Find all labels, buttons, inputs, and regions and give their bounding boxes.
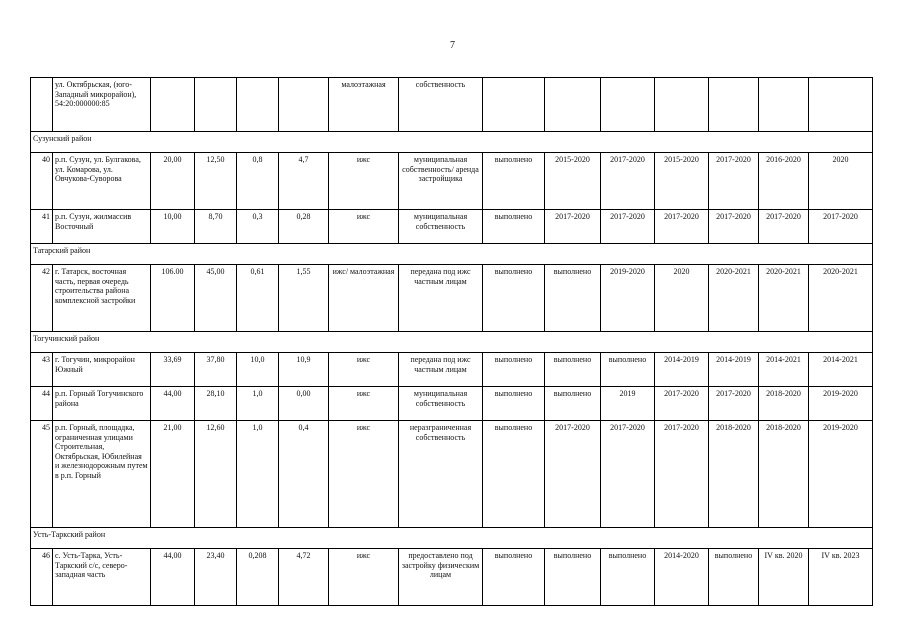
cell-stage-6: 2016-2020 <box>759 153 809 210</box>
cell-area-total: 106.00 <box>151 265 195 332</box>
cell-value-4: 0,4 <box>279 421 329 528</box>
cell-stage-7: 2019-2020 <box>809 421 873 528</box>
cell-ownership: неразграниченная собственность <box>399 421 483 528</box>
cell-stage-2: выполнено <box>545 265 601 332</box>
cell-area-total: 44,00 <box>151 549 195 606</box>
cell-stage-4: 2014-2020 <box>655 549 709 606</box>
cell-stage-5: 2017-2020 <box>709 153 759 210</box>
cell-type: ижс <box>329 210 399 244</box>
cell-stage-1: выполнено <box>483 353 545 387</box>
cell-value-4: 0,00 <box>279 387 329 421</box>
cell-stage-1: выполнено <box>483 153 545 210</box>
table-row <box>31 421 873 528</box>
cell-type: ижс <box>329 421 399 528</box>
cell-stage-2: выполнено <box>545 387 601 421</box>
table-row <box>31 210 873 244</box>
cell-ownership: передана под ижс частным лицам <box>399 353 483 387</box>
table-row <box>31 353 873 387</box>
table-row <box>31 153 873 210</box>
cell-name: г. Татарск, восточная часть, первая очередь строительства района комплексной застройки <box>53 265 151 332</box>
cell-no: 42 <box>31 265 53 332</box>
cell-type: ижс <box>329 353 399 387</box>
cell-stage-3: выполнено <box>601 549 655 606</box>
cell-no: 43 <box>31 353 53 387</box>
cell-stage-1: выполнено <box>483 387 545 421</box>
cell-stage-4: 2017-2020 <box>655 210 709 244</box>
cell-no: 44 <box>31 387 53 421</box>
cell-stage-3: 2019-2020 <box>601 265 655 332</box>
cell-value-3: 0,208 <box>237 549 279 606</box>
cell-value-3: 0,8 <box>237 153 279 210</box>
cell-area-total: 21,00 <box>151 421 195 528</box>
cell-stage-7: 2020 <box>809 153 873 210</box>
table-row <box>31 78 873 132</box>
cell-stage-4: 2017-2020 <box>655 387 709 421</box>
cell-no: 40 <box>31 153 53 210</box>
land-plots-table <box>30 77 873 606</box>
cell-stage-3: 2017-2020 <box>601 153 655 210</box>
cell-stage-7: 2020-2021 <box>809 265 873 332</box>
cell-stage-1: выполнено <box>483 210 545 244</box>
cell-no <box>31 78 53 132</box>
cell-area-2: 23,40 <box>195 549 237 606</box>
cell-value-3: 0,3 <box>237 210 279 244</box>
cell-area-total: 10,00 <box>151 210 195 244</box>
cell-ownership: предоставлено под застройку физическим лицам <box>399 549 483 606</box>
cell-stage-5: 2014-2019 <box>709 353 759 387</box>
cell-stage-5: 2017-2020 <box>709 210 759 244</box>
cell-area-2: 8,70 <box>195 210 237 244</box>
section-title: Сузунский район <box>31 132 873 153</box>
cell-stage-2: выполнено <box>545 353 601 387</box>
cell-stage-7: IV кв. 2023 <box>809 549 873 606</box>
cell-stage-2: 2015-2020 <box>545 153 601 210</box>
table-row <box>31 387 873 421</box>
section-title: Тогучинский район <box>31 332 873 353</box>
cell-stage-5: 2017-2020 <box>709 387 759 421</box>
cell-value-4: 4,72 <box>279 549 329 606</box>
cell-name: ул. Октябрьская, (юго-Западный микрорайон), 54:20:000000:85 <box>53 78 151 132</box>
cell-value-3: 1,0 <box>237 387 279 421</box>
section-title: Татарский район <box>31 244 873 265</box>
table-row <box>31 549 873 606</box>
cell-type: ижс/ малоэтажная <box>329 265 399 332</box>
cell-ownership: передана под ижс частным лицам <box>399 265 483 332</box>
cell-area-2: 12,50 <box>195 153 237 210</box>
cell-type: ижс <box>329 387 399 421</box>
section-row <box>31 332 873 353</box>
cell-type: ижс <box>329 549 399 606</box>
cell-stage-2: 2017-2020 <box>545 421 601 528</box>
cell-stage-4: 2020 <box>655 265 709 332</box>
cell-stage-5: выполнено <box>709 549 759 606</box>
cell-stage-1: выполнено <box>483 549 545 606</box>
cell-name: г. Тогучин, микрорайон Южный <box>53 353 151 387</box>
cell-area-total: 20,00 <box>151 153 195 210</box>
cell-no: 41 <box>31 210 53 244</box>
cell-stage-2: выполнено <box>545 549 601 606</box>
cell-area-2: 37,80 <box>195 353 237 387</box>
section-row <box>31 528 873 549</box>
cell-stage-1: выполнено <box>483 421 545 528</box>
cell-stage-6: 2018-2020 <box>759 421 809 528</box>
cell-stage-3: 2019 <box>601 387 655 421</box>
cell-ownership: муниципальная собственность <box>399 210 483 244</box>
cell-ownership: муниципальная собственность/ аренда застройщика <box>399 153 483 210</box>
cell-stage-3: 2017-2020 <box>601 421 655 528</box>
cell-name: р.п. Горный, площадка, ограниченная улицами Строительная, Октябрьская, Юбилейная и железнодорожным путем в р.п. Горный <box>53 421 151 528</box>
page-number: 7 <box>450 40 455 51</box>
cell-stage-4: 2014-2019 <box>655 353 709 387</box>
cell-stage-3: 2017-2020 <box>601 210 655 244</box>
cell-stage-7: 2017-2020 <box>809 210 873 244</box>
cell-name: р.п. Сузун, жилмассив Восточный <box>53 210 151 244</box>
table-row <box>31 265 873 332</box>
cell-stage-7: 2019-2020 <box>809 387 873 421</box>
cell-stage-6: 2018-2020 <box>759 387 809 421</box>
cell-area-2: 28,10 <box>195 387 237 421</box>
cell-value-4: 10,9 <box>279 353 329 387</box>
cell-no: 45 <box>31 421 53 528</box>
cell-area-total: 33,69 <box>151 353 195 387</box>
cell-area-2: 12,60 <box>195 421 237 528</box>
cell-stage-6: 2020-2021 <box>759 265 809 332</box>
cell-stage-2: 2017-2020 <box>545 210 601 244</box>
cell-stage-5: 2018-2020 <box>709 421 759 528</box>
cell-area-2: 45,00 <box>195 265 237 332</box>
cell-name: р.п. Сузун, ул. Булгакова, ул. Комарова, ул. Овчукова-Суворова <box>53 153 151 210</box>
cell-name: с. Усть-Тарка, Усть-Таркский с/с, северо-западная часть <box>53 549 151 606</box>
cell-name: р.п. Горный Тогучинского района <box>53 387 151 421</box>
cell-value-4: 4,7 <box>279 153 329 210</box>
section-title: Усть-Таркский район <box>31 528 873 549</box>
cell-stage-5: 2020-2021 <box>709 265 759 332</box>
cell-stage-6: IV кв. 2020 <box>759 549 809 606</box>
cell-stage-7: 2014-2021 <box>809 353 873 387</box>
cell-value-4: 1,55 <box>279 265 329 332</box>
cell-value-3: 0,61 <box>237 265 279 332</box>
cell-stage-4: 2017-2020 <box>655 421 709 528</box>
cell-stage-1: выполнено <box>483 265 545 332</box>
cell-type: ижс <box>329 153 399 210</box>
cell-no: 46 <box>31 549 53 606</box>
cell-stage-3: выполнено <box>601 353 655 387</box>
cell-value-4: 0,28 <box>279 210 329 244</box>
cell-value-3: 1,0 <box>237 421 279 528</box>
cell-value-3: 10,0 <box>237 353 279 387</box>
cell-area-total: 44,00 <box>151 387 195 421</box>
table-body <box>31 78 873 606</box>
section-row <box>31 244 873 265</box>
cell-stage-6: 2014-2021 <box>759 353 809 387</box>
cell-ownership: муниципальная собственность <box>399 387 483 421</box>
cell-stage-4: 2015-2020 <box>655 153 709 210</box>
cell-ownership: собственность <box>399 78 483 132</box>
cell-type: малоэтажная <box>329 78 399 132</box>
section-row <box>31 132 873 153</box>
cell-stage-6: 2017-2020 <box>759 210 809 244</box>
